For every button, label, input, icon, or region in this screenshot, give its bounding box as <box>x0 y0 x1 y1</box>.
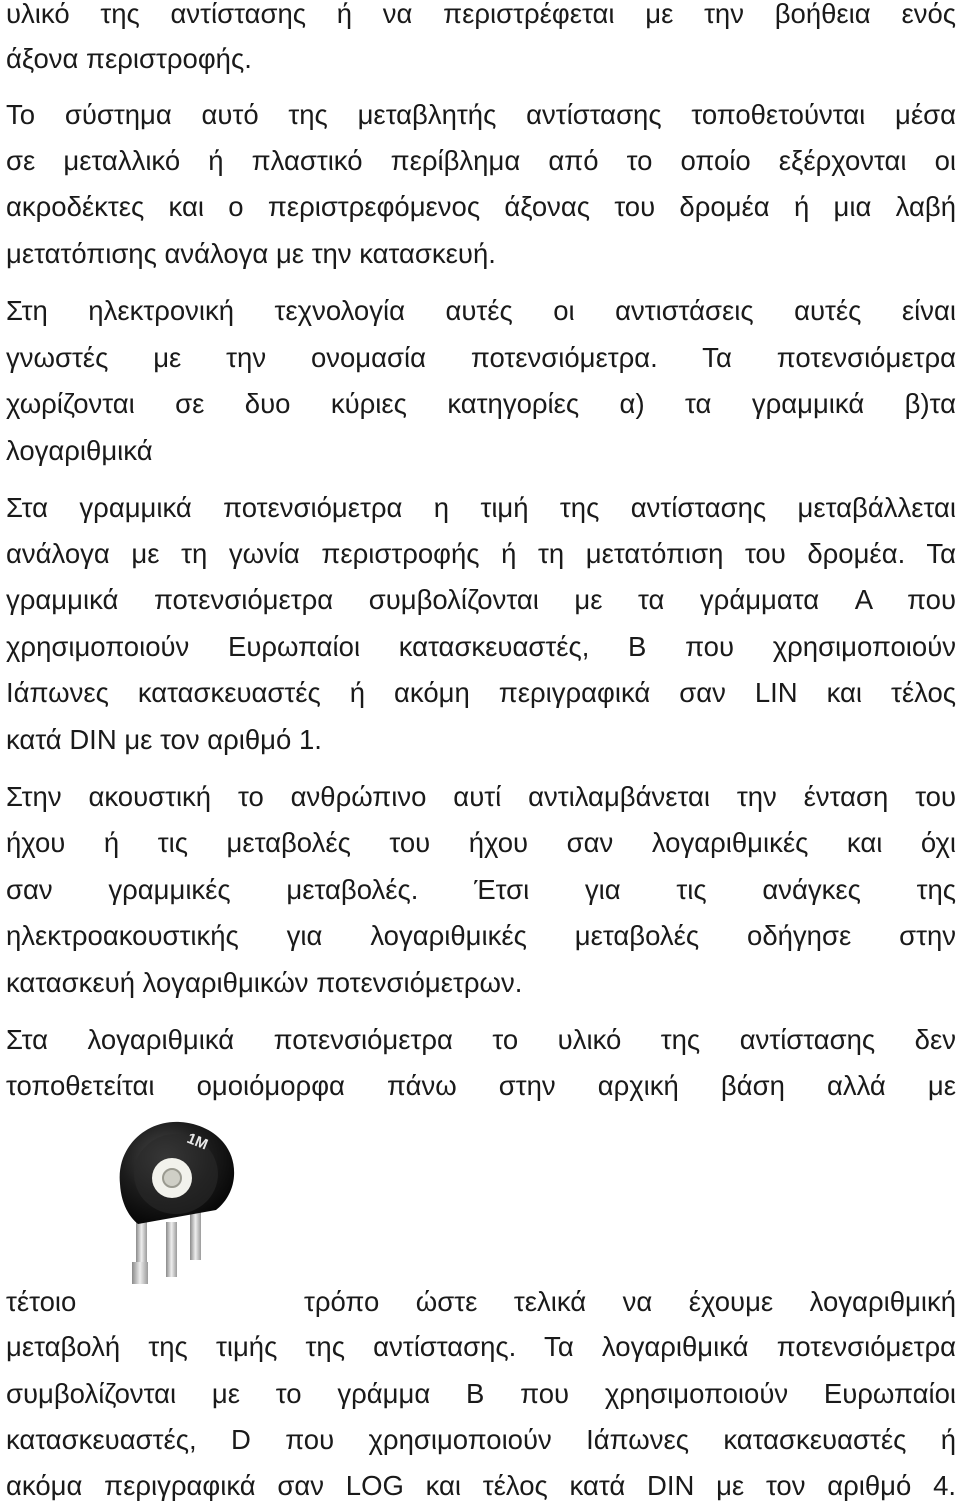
potentiometer-icon <box>108 1112 248 1287</box>
text-line: άξονα περιστροφής. <box>6 43 252 74</box>
text-line: μεταβολή της τιμής της αντίστασης. Τα λογαριθμικά ποτενσιόμετρα <box>6 1331 956 1362</box>
text-line: τρόπο ώστε τελικά να έχουμε λογαριθμική <box>304 1286 956 1317</box>
text-line: Στην ακουστική το ανθρώπινο αυτί αντιλαμβάνεται την ένταση του <box>6 781 956 812</box>
text-line: χωρίζονται σε δυο κύριες κατηγορίες α) τα γραμμικά β)τα <box>6 388 956 419</box>
potentiometer-image <box>108 1112 248 1287</box>
text-line: ακροδέκτες και ο περιστρεφόμενος άξονας του δρομέα ή μια λαβή <box>6 191 956 222</box>
text-line: ανάλογα με τη γωνία περιστροφής ή τη μετατόπιση του δρομέα. Τα <box>6 538 956 569</box>
text-line: Στα γραμμικά ποτενσιόμετρα η τιμή της αντίστασης μεταβάλλεται <box>6 492 956 523</box>
text-line: Στα λογαριθμικά ποτενσιόμετρα το υλικό της αντίστασης δεν <box>6 1024 956 1055</box>
text-line: υλικό της αντίστασης ή να περιστρέφεται με την βοήθεια ενός <box>6 0 956 29</box>
text-line: γνωστές με την ονομασία ποτενσιόμετρα. Τα ποτενσιόμετρα <box>6 342 956 373</box>
text-line: Στη ηλεκτρονική τεχνολογία αυτές οι αντιστάσεις αυτές είναι <box>6 295 956 326</box>
text-line: χρησιμοποιούν Ευρωπαίοι κατασκευαστές, B που χρησιμοποιούν <box>6 631 956 662</box>
text-line: κατά DIN με τον αριθμό 1. <box>6 724 322 755</box>
text-line: κατασκευαστές, D που χρησιμοποιούν Ιάπωνες κατασκευαστές ή <box>6 1424 956 1455</box>
text-line: γραμμικά ποτενσιόμετρα συμβολίζονται με τα γράμματα A που <box>6 584 956 615</box>
pin <box>190 1212 201 1260</box>
text-line: κατασκευή λογαριθμικών ποτενσιόμετρων. <box>6 967 523 998</box>
text-line: τέτοιο <box>6 1286 77 1317</box>
text-line: Το σύστημα αυτό της μεταβλητής αντίστασης τοποθετούνται μέσα <box>6 99 956 130</box>
text-line: ηλεκτροακουστικής για λογαριθμικές μεταβολές οδήγησε στην <box>6 920 956 951</box>
text-line: ακόμα περιγραφικά σαν LOG και τέλος κατά DIN με τον αριθμό 4. <box>6 1470 956 1501</box>
pot-label: 1M <box>184 1129 211 1154</box>
text-line: σε μεταλλικό ή πλαστικό περίβλημα από το οποίο εξέρχονται οι <box>6 145 956 176</box>
text-line: τοποθετείται ομοιόμορφα πάνω στην αρχική βάση αλλά με <box>6 1070 956 1101</box>
text-line: λογαριθμικά <box>6 435 153 466</box>
pin <box>166 1222 177 1277</box>
text-line: συμβολίζονται με το γράμμα B που χρησιμοποιούν Ευρωπαίοι <box>6 1378 956 1409</box>
text-line: ήχου ή τις μεταβολές του ήχου σαν λογαριθμικές και όχι <box>6 827 956 858</box>
text-line: Ιάπωνες κατασκευαστές ή ακόμη περιγραφικά σαν LIN και τέλος <box>6 677 956 708</box>
text-line: μετατόπισης ανάλογα με την κατασκευή. <box>6 238 496 269</box>
text-line: σαν γραμμικές μεταβολές. Έτσι για τις ανάγκες της <box>6 874 956 905</box>
pin-foot <box>132 1262 148 1284</box>
